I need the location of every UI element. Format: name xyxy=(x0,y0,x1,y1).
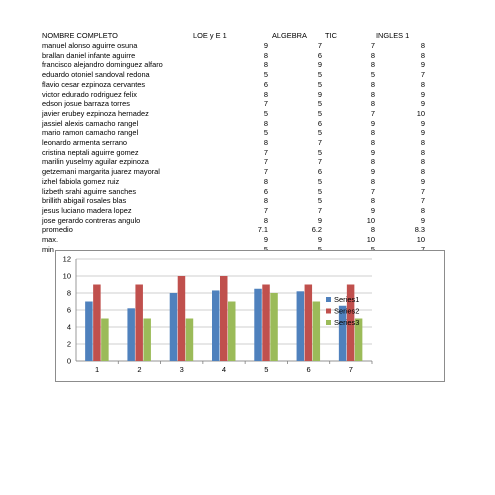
cell-value[interactable]: 6 xyxy=(263,186,268,196)
y-tick-label: 8 xyxy=(66,288,71,298)
cell-value[interactable]: 9 xyxy=(317,60,322,70)
bar-series3 xyxy=(101,319,109,362)
legend-label: Series2 xyxy=(334,306,360,316)
cell-value[interactable]: 8 xyxy=(370,128,375,138)
cell-value[interactable]: 9 xyxy=(370,118,375,128)
cell-value[interactable]: 8 xyxy=(370,60,375,70)
cell-value[interactable]: 9 xyxy=(263,235,268,244)
cell-value[interactable]: 7.1 xyxy=(257,225,268,235)
bar-series3 xyxy=(228,302,236,362)
cell-value[interactable]: 8.3 xyxy=(414,225,425,235)
cell-value[interactable]: 8 xyxy=(370,99,375,109)
cell-value[interactable]: 5 xyxy=(370,70,375,80)
cell-value[interactable]: 8 xyxy=(420,147,425,157)
bar-series1 xyxy=(85,302,93,362)
table-row xyxy=(0,235,495,245)
bar-series1 xyxy=(297,291,305,361)
cell-name[interactable]: jose gerardo contreras angulo xyxy=(42,215,141,225)
cell-name[interactable]: jesus luciano madera lopez xyxy=(42,205,132,215)
cell-name[interactable]: brillith abigail rosales blas xyxy=(42,196,127,206)
cell-value[interactable]: 5 xyxy=(317,108,322,118)
cell-name[interactable]: max. xyxy=(42,235,59,244)
bar-series2 xyxy=(262,285,270,362)
cell-value[interactable]: 8 xyxy=(420,41,425,50)
y-tick-label: 0 xyxy=(66,356,71,366)
x-tick-label: 2 xyxy=(137,365,142,374)
y-tick-label: 4 xyxy=(66,322,71,332)
cell-value[interactable]: 8 xyxy=(263,50,268,60)
table-row xyxy=(0,157,495,167)
cell-value[interactable]: 7 xyxy=(263,157,268,167)
table-row xyxy=(0,90,495,100)
y-tick-label: 6 xyxy=(66,305,71,315)
legend-swatch xyxy=(326,297,331,302)
bar-series2 xyxy=(93,285,101,362)
cell-value[interactable]: 9 xyxy=(420,118,425,128)
cell-name[interactable]: izhel fabiola gomez ruiz xyxy=(42,176,120,186)
cell-value[interactable]: 5 xyxy=(317,147,322,157)
cell-value[interactable]: 8 xyxy=(420,157,425,167)
cell-name[interactable]: eduardo otoniel sandoval redona xyxy=(42,70,150,80)
cell-value[interactable]: 10 xyxy=(366,235,375,244)
bar-chart[interactable] xyxy=(55,250,445,382)
legend-label: Series1 xyxy=(334,295,360,304)
table-row xyxy=(0,99,495,109)
cell-value[interactable]: 7 xyxy=(317,157,322,167)
cell-value[interactable]: 9 xyxy=(370,167,375,177)
cell-name[interactable]: cristina neptali aguirre gomez xyxy=(42,147,139,157)
header-algebra[interactable]: ALGEBRA xyxy=(272,31,307,40)
cell-value[interactable]: 6 xyxy=(317,167,322,177)
cell-value[interactable]: 7 xyxy=(420,186,425,196)
bar-series3 xyxy=(270,293,278,361)
x-tick-label: 3 xyxy=(179,365,184,374)
x-tick-label: 1 xyxy=(95,365,100,374)
cell-name[interactable]: jassiel alexis camacho rangel xyxy=(42,118,139,128)
cell-value[interactable]: 5 xyxy=(317,70,322,80)
bar-series3 xyxy=(313,302,321,362)
cell-value[interactable]: 9 xyxy=(263,41,268,50)
cell-value[interactable]: 8 xyxy=(370,176,375,186)
cell-name[interactable]: flavio cesar ezpinoza cervantes xyxy=(42,79,146,89)
table-row xyxy=(0,128,495,138)
cell-name[interactable]: javier erubey ezpinoza hernadez xyxy=(42,108,149,118)
cell-value[interactable]: 5 xyxy=(317,196,322,206)
cell-name[interactable]: marilin yuselmy aguilar ezpinoza xyxy=(42,157,149,167)
cell-name[interactable]: edson josue barraza torres xyxy=(42,99,130,109)
x-tick-label: 4 xyxy=(221,365,227,374)
cell-value[interactable]: 9 xyxy=(420,215,425,225)
header-ingles[interactable]: INGLES 1 xyxy=(376,31,410,40)
cell-value[interactable]: 8 xyxy=(370,196,375,206)
table-row xyxy=(0,138,495,148)
cell-value[interactable]: 7 xyxy=(370,41,375,50)
cell-value[interactable]: 5 xyxy=(317,99,322,109)
cell-value[interactable]: 6 xyxy=(317,50,322,60)
y-tick-label: 12 xyxy=(62,254,71,264)
cell-name[interactable]: promedio xyxy=(42,225,73,235)
bar-series1 xyxy=(254,289,261,361)
cell-value[interactable]: 7 xyxy=(263,205,268,215)
cell-value[interactable]: 9 xyxy=(420,99,425,109)
cell-value[interactable]: 9 xyxy=(420,176,425,186)
table-row xyxy=(0,206,495,216)
table-row xyxy=(0,60,495,70)
cell-value[interactable]: 9 xyxy=(317,215,322,225)
cell-value[interactable]: 8 xyxy=(263,176,268,186)
header-loe[interactable]: LOE y E 1 xyxy=(193,31,227,40)
cell-value[interactable]: 5 xyxy=(317,79,322,89)
table-row xyxy=(0,51,495,61)
x-tick-label: 6 xyxy=(306,365,311,374)
cell-value[interactable]: 7 xyxy=(370,186,375,196)
cell-value[interactable]: 9 xyxy=(420,60,425,70)
cell-value[interactable]: 8 xyxy=(370,50,375,60)
bar-series2 xyxy=(305,285,313,362)
cell-name[interactable]: leonardo armenta serrano xyxy=(42,138,128,147)
cell-value[interactable]: 8 xyxy=(263,196,268,206)
cell-value[interactable]: 8 xyxy=(370,89,375,99)
cell-value[interactable]: 8 xyxy=(420,50,425,60)
cell-name[interactable]: victor edurado rodriguez felix xyxy=(42,89,137,99)
legend-swatch xyxy=(326,320,331,325)
cell-value[interactable]: 5 xyxy=(317,186,322,196)
cell-value[interactable]: 9 xyxy=(317,89,322,99)
cell-value[interactable]: 9 xyxy=(370,147,375,157)
bar-series2 xyxy=(178,276,186,361)
header-row xyxy=(0,31,495,41)
cell-value[interactable]: 6.2 xyxy=(311,225,322,235)
cell-value[interactable]: 9 xyxy=(420,128,425,138)
cell-value[interactable]: 7 xyxy=(263,99,268,109)
cell-value[interactable]: 8 xyxy=(420,138,425,147)
x-tick-label: 7 xyxy=(348,365,353,374)
cell-name[interactable]: lizbeth srahi aguirre sanches xyxy=(42,186,137,196)
cell-name[interactable]: min xyxy=(42,244,54,254)
bar-series1 xyxy=(127,308,135,361)
cell-name[interactable]: francisco alejandro dominguez alfaro xyxy=(42,60,163,70)
cell-value[interactable]: 9 xyxy=(420,89,425,99)
cell-value[interactable]: 8 xyxy=(420,167,425,177)
cell-value[interactable]: 10 xyxy=(416,108,425,118)
cell-value[interactable]: 8 xyxy=(370,79,375,89)
table-row xyxy=(0,177,495,187)
cell-value[interactable]: 8 xyxy=(263,138,268,147)
bar-series2 xyxy=(135,285,143,362)
cell-value[interactable]: 5 xyxy=(317,176,322,186)
bar-series2 xyxy=(220,276,228,361)
chart-canvas xyxy=(56,251,444,381)
cell-value[interactable]: 8 xyxy=(370,138,375,147)
cell-value[interactable]: 7 xyxy=(370,108,375,118)
cell-name[interactable]: getzemani margarita juarez mayoral xyxy=(42,167,160,177)
legend-label: Series3 xyxy=(334,318,360,327)
table-row xyxy=(0,216,495,226)
header-name[interactable]: NOMBRE COMPLETO xyxy=(42,31,118,40)
table-row xyxy=(0,225,495,235)
x-tick-label: 5 xyxy=(264,365,269,374)
cell-value[interactable]: 8 xyxy=(370,157,375,167)
bar-series3 xyxy=(186,319,194,362)
cell-value[interactable]: 7 xyxy=(317,205,322,215)
cell-value[interactable]: 9 xyxy=(317,235,322,244)
y-tick-label: 10 xyxy=(62,271,71,281)
header-tic[interactable]: TIC xyxy=(325,31,337,40)
cell-value[interactable]: 8 xyxy=(263,118,268,128)
table-row xyxy=(0,80,495,90)
bar-series3 xyxy=(143,319,151,362)
cell-value[interactable]: 8 xyxy=(420,205,425,215)
cell-value[interactable]: 7 xyxy=(263,147,268,157)
cell-value[interactable]: 5 xyxy=(317,128,322,138)
table-row xyxy=(0,196,495,206)
table-row xyxy=(0,148,495,158)
cell-value[interactable]: 8 xyxy=(263,60,268,70)
cell-value[interactable]: 7 xyxy=(317,41,322,50)
y-tick-label: 2 xyxy=(66,339,71,349)
cell-name[interactable]: mario ramon camacho rangel xyxy=(42,128,139,138)
bar-series1 xyxy=(212,290,220,361)
cell-value[interactable]: 8 xyxy=(420,79,425,89)
table-row xyxy=(0,41,495,51)
cell-value[interactable]: 8 xyxy=(370,225,375,235)
cell-name[interactable]: brallan daniel infante aguirre xyxy=(42,50,136,60)
legend-swatch xyxy=(326,309,331,314)
table-row xyxy=(0,167,495,177)
cell-value[interactable]: 8 xyxy=(263,89,268,99)
cell-value[interactable]: 6 xyxy=(263,79,268,89)
table-row xyxy=(0,109,495,119)
cell-name[interactable]: manuel alonso aguirre osuna xyxy=(42,41,138,50)
cell-value[interactable]: 10 xyxy=(416,235,425,244)
cell-value[interactable]: 6 xyxy=(317,118,322,128)
cell-value[interactable]: 9 xyxy=(370,205,375,215)
cell-value[interactable]: 7 xyxy=(420,70,425,80)
cell-value[interactable]: 8 xyxy=(263,215,268,225)
cell-value[interactable]: 7 xyxy=(420,196,425,206)
cell-value[interactable]: 7 xyxy=(263,167,268,177)
cell-value[interactable]: 7 xyxy=(317,138,322,147)
bar-series1 xyxy=(170,293,178,361)
table-row xyxy=(0,119,495,129)
cell-value[interactable]: 5 xyxy=(263,70,268,80)
table-row xyxy=(0,70,495,80)
cell-value[interactable]: 10 xyxy=(366,215,375,225)
cell-value[interactable]: 5 xyxy=(263,128,268,138)
table-row xyxy=(0,187,495,197)
cell-value[interactable]: 5 xyxy=(263,108,268,118)
